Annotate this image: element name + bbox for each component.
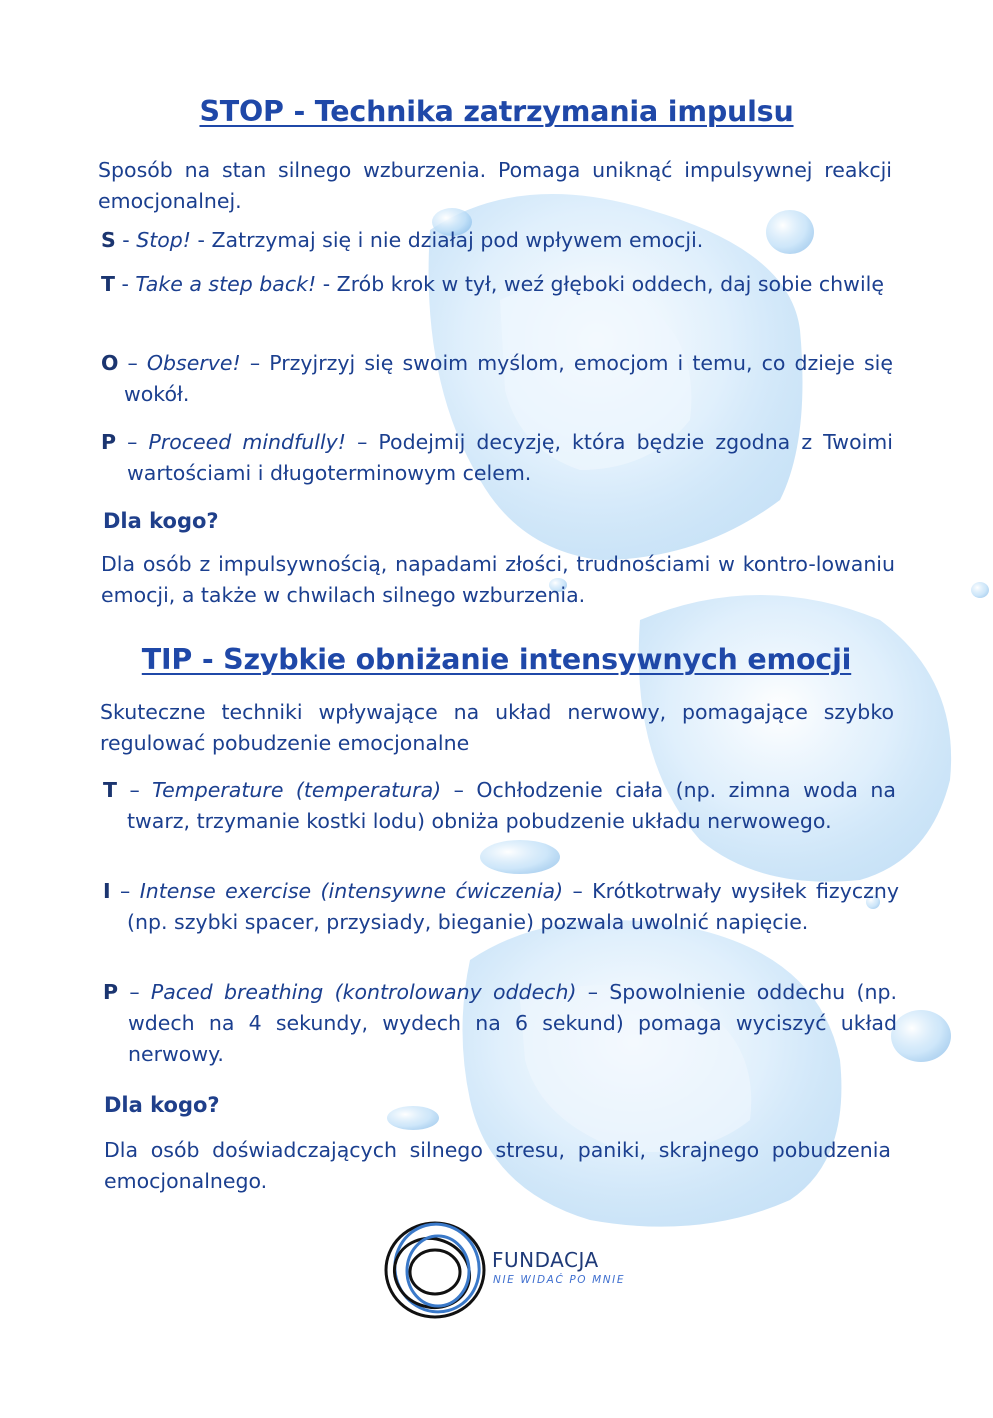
stop-item-p xyxy=(101,427,893,489)
tip-item-text: – Ochłodzenie ciała (np. zimna woda na twarz, trzymanie kostki lodu) obniża pobudzenie układu nerwowego. xyxy=(127,778,896,833)
tip-item-letter: P xyxy=(103,980,119,1004)
logo-subtitle: NIE WIDAĆ PO MNIE xyxy=(493,1274,626,1286)
stop-item-text: - Zatrzymaj się i nie działaj pod wpływem emocji. xyxy=(191,228,704,252)
tip-item-letter: I xyxy=(103,879,111,903)
stop-item-letter: T xyxy=(101,272,115,296)
tip-for-whom-heading: Dla kogo? xyxy=(104,1093,220,1117)
stop-item-sep: – xyxy=(116,430,149,454)
tip-intro: Skuteczne techniki wpływające na układ nerwowy, pomagające szybko regulować pobudzenie emocjonalne xyxy=(100,700,894,755)
tip-item-t xyxy=(103,775,896,837)
stop-item-term: Take a step back! xyxy=(135,272,317,296)
stop-item-t xyxy=(101,269,891,300)
tip-item-text: – Spowolnienie oddechu (np. wdech na 4 sekundy, wydech na 6 sekund) pomaga wyciszyć układ nerwowy. xyxy=(128,980,897,1066)
stop-for-whom-text: Dla osób z impulsywnością, napadami złości, trudnościami w kontro-lowaniu emocji, a także w chwilach silnego wzburzenia. xyxy=(101,552,895,607)
stop-item-sep: – xyxy=(118,351,147,375)
tip-item-sep: – xyxy=(118,980,151,1004)
stop-item-term: Proceed mindfully! xyxy=(148,430,346,454)
stop-item-text: – Podejmij decyzję, która będzie zgodna z Twoimi wartościami i długoterminowym celem. xyxy=(127,430,893,485)
stop-item-s xyxy=(101,225,891,256)
tip-for-whom-text: Dla osób doświadczających silnego stresu, paniki, skrajnego pobudzenia emocjonalnego. xyxy=(104,1138,891,1193)
stop-item-text: - Zrób krok w tył, weź głęboki oddech, daj sobie chwilę xyxy=(316,272,884,296)
stop-item-term: Observe! xyxy=(146,351,241,375)
tip-item-term: Temperature (temperatura) xyxy=(152,778,442,802)
stop-item-o xyxy=(101,348,893,410)
stop-item-letter: S xyxy=(101,228,116,252)
tip-item-sep: – xyxy=(116,778,153,802)
tip-title: TIP - Szybkie obniżanie intensywnych emocji xyxy=(141,643,852,676)
stop-intro: Sposób na stan silnego wzburzenia. Pomaga uniknąć impulsywnej reakcji emocjonalnej. xyxy=(98,158,892,213)
stop-item-letter: O xyxy=(101,351,119,375)
stop-item-sep: - xyxy=(114,272,136,296)
tip-item-letter: T xyxy=(103,778,117,802)
stop-item-text: – Przyjrzyj się swoim myślom, emocjom i temu, co dzieje się wokół. xyxy=(124,351,893,406)
logo-title: FUNDACJA xyxy=(492,1248,599,1272)
tip-item-term: Intense exercise (intensywne ćwiczenia) xyxy=(139,879,564,903)
tip-item-text: – Krótkotrwały wysiłek fizyczny (np. szybki spacer, przysiady, bieganie) pozwala uwolnić napięcie. xyxy=(127,879,899,934)
stop-item-letter: P xyxy=(101,430,117,454)
stop-title: STOP - Technika zatrzymania impulsu xyxy=(199,95,794,128)
tip-item-term: Paced breathing (kontrolowany oddech) xyxy=(150,980,577,1004)
tip-item-p xyxy=(103,977,897,1070)
tip-item-i xyxy=(103,876,899,938)
stop-for-whom-heading: Dla kogo? xyxy=(103,509,219,533)
stop-item-sep: - xyxy=(115,228,137,252)
stop-item-term: Stop! xyxy=(136,228,192,252)
tip-item-sep: – xyxy=(110,879,140,903)
foundation-logo-icon xyxy=(380,1215,490,1325)
